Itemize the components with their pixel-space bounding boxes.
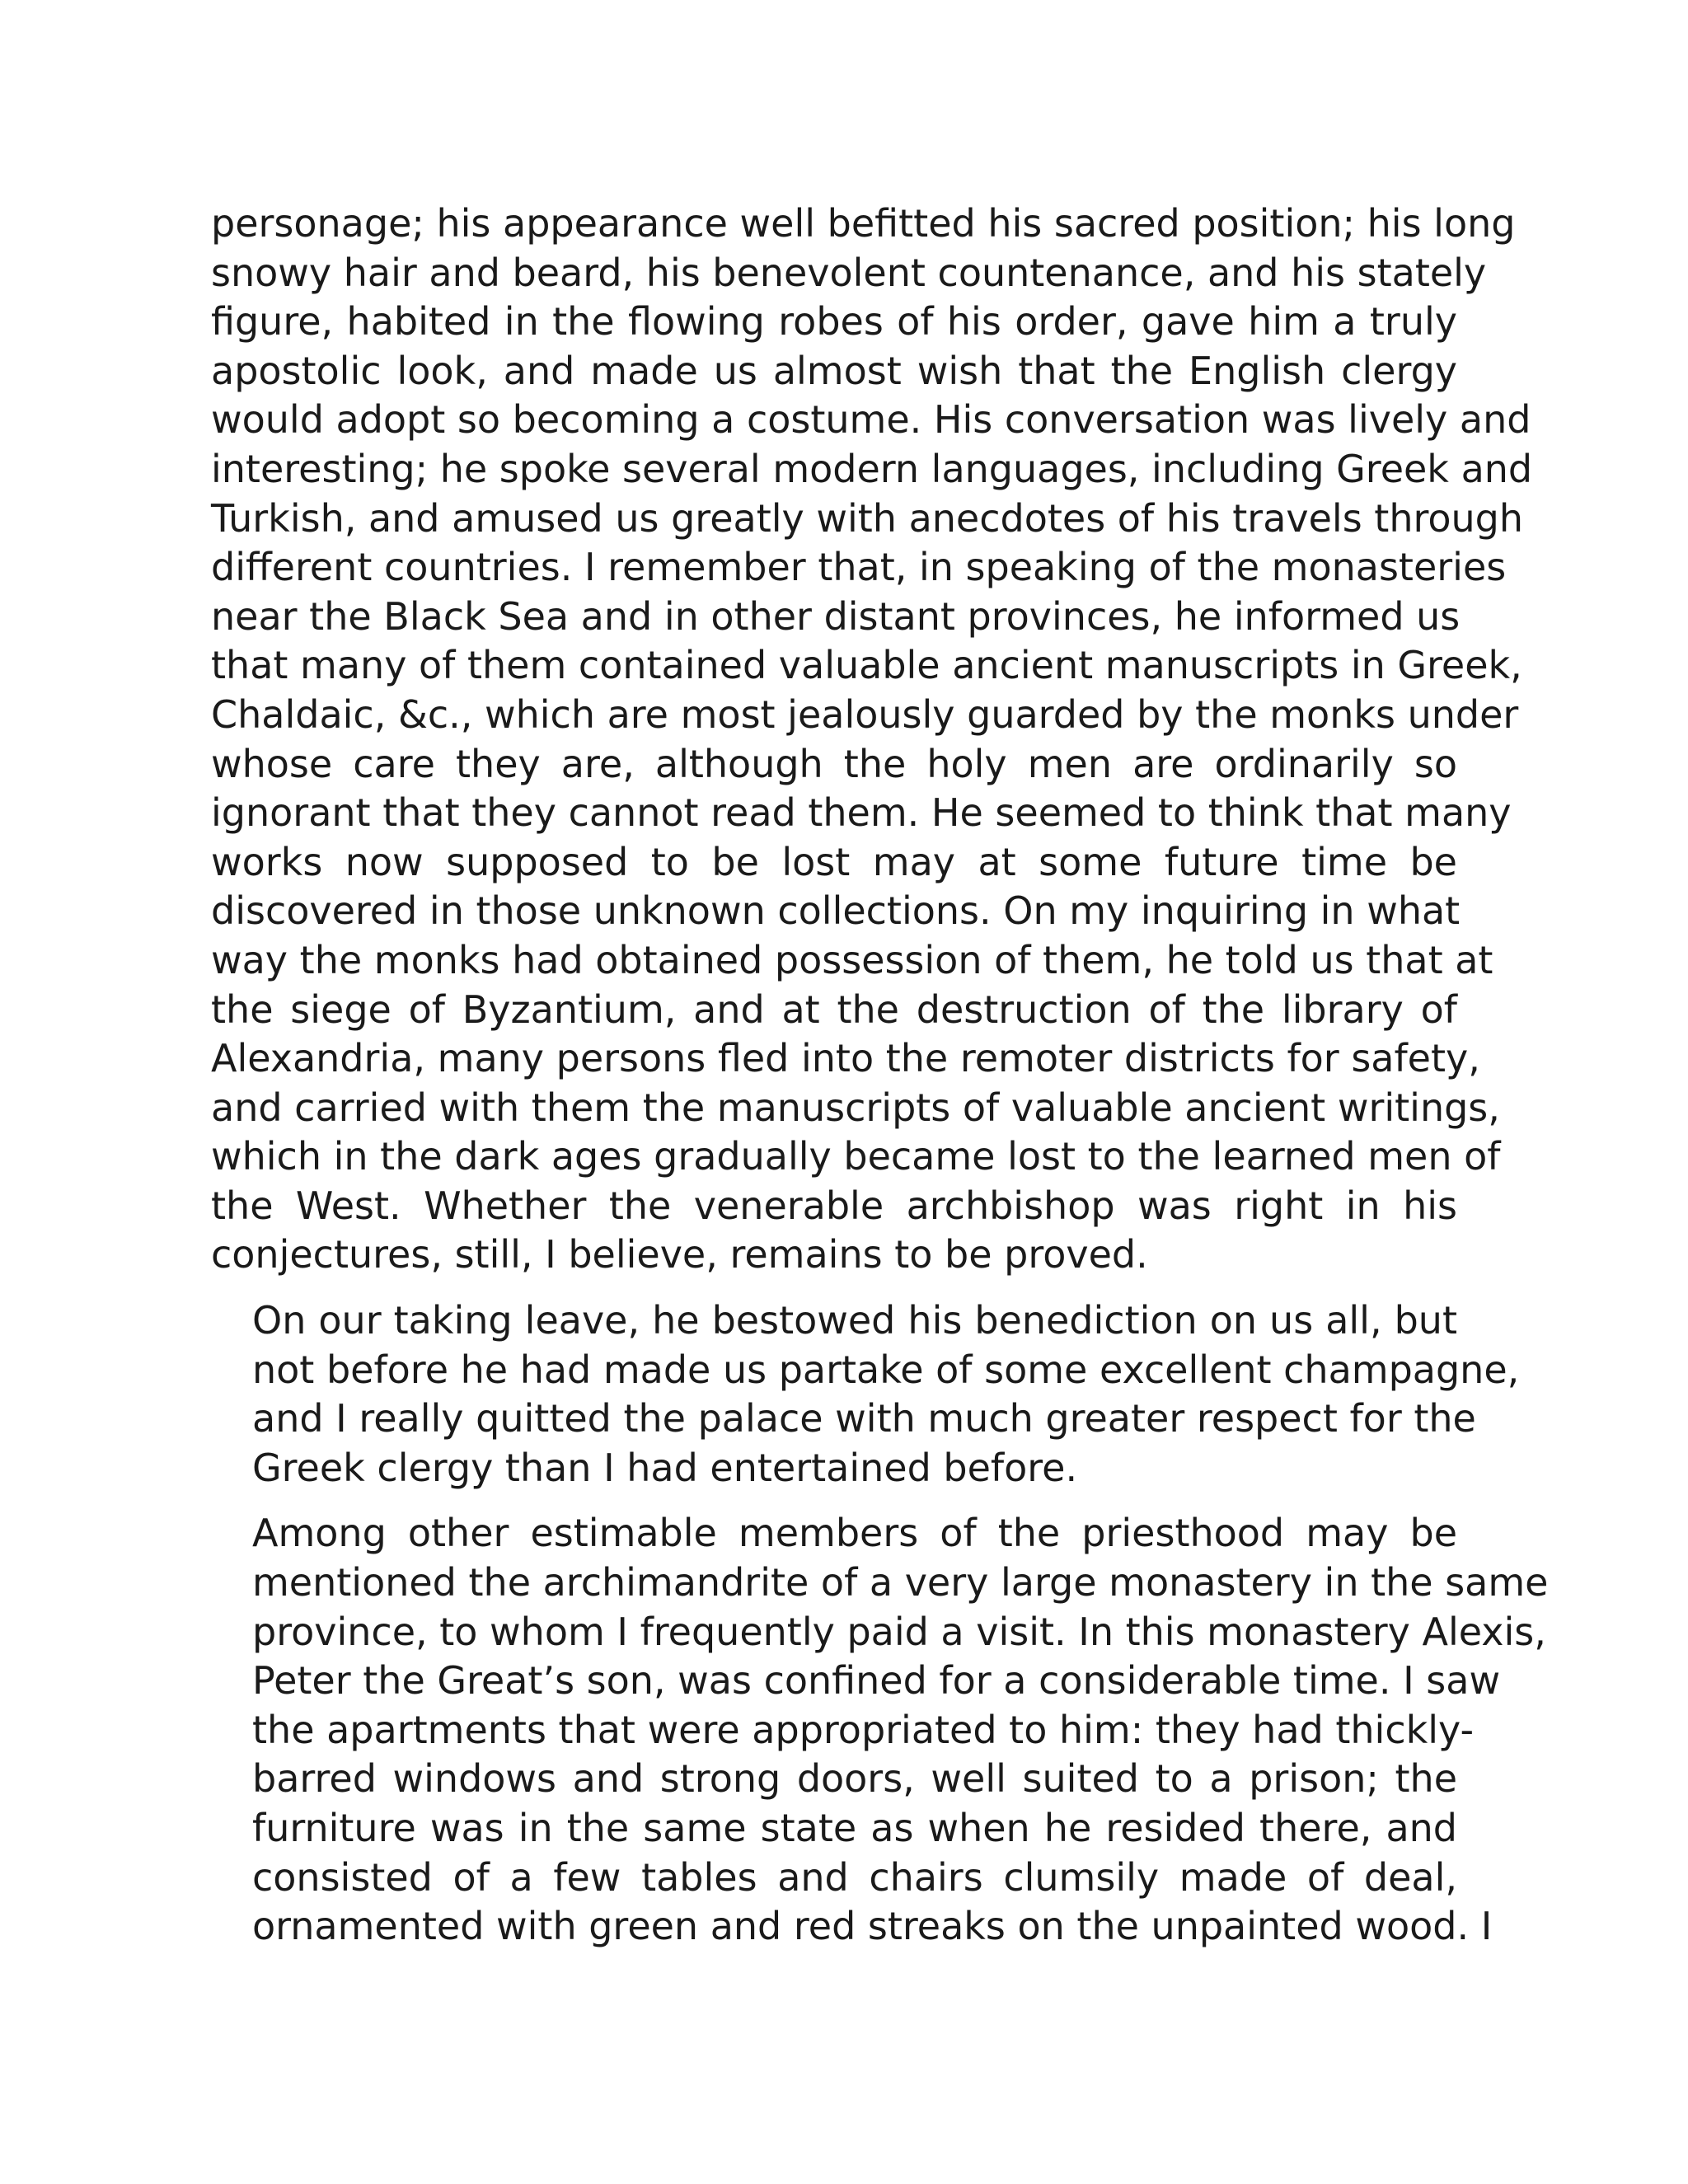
paragraph-archimandrite (211, 1509, 1549, 1951)
text-line: would adopt so becoming a costume. His conversation was lively and (211, 397, 1531, 443)
text-line: personage; his appearance well befitted his sacred position; his long (211, 201, 1516, 246)
text-line: Chaldaic, &c., which are most jealously guarded by the monks under (211, 691, 1519, 737)
text-line: different countries. I remember that, in speaking of the monasteries (211, 545, 1507, 590)
text-line: works now supposed to be lost may at some future time be (211, 839, 1457, 884)
text-line: Among other estimable members of the priesthood may be (252, 1511, 1457, 1556)
text-line: interesting; he spoke several modern languages, including Greek and (211, 446, 1533, 491)
text-line: Alexandria, many persons fled into the remoter districts for safety, (211, 1036, 1480, 1081)
text-line: consisted of a few tables and chairs clumsily made of deal, (252, 1854, 1457, 1900)
text-line: province, to whom I frequently paid a visit. In this monastery Alexis, (252, 1609, 1546, 1654)
text-line: mentioned the archimandrite of a very large monastery in the same (252, 1560, 1549, 1605)
text-line: furniture was in the same state as when he resided there, and (252, 1806, 1457, 1850)
text-line: the West. Whether the venerable archbishop was right in his (211, 1183, 1457, 1228)
page-body (211, 199, 1549, 1952)
text-line: discovered in those unknown collections. On my inquiring in what (211, 888, 1461, 934)
text-line: not before he had made us partake of some excellent champagne, (252, 1347, 1520, 1392)
paragraph-archbishop (211, 199, 1533, 1280)
text-line: snowy hair and beard, his benevolent countenance, and his stately (211, 250, 1487, 295)
text-line: which in the dark ages gradually became lost to the learned men of (211, 1134, 1501, 1179)
text-line: the siege of Byzantium, and at the destruction of the library of (211, 987, 1457, 1032)
text-line: whose care they are, although the holy men are ordinarily so (211, 741, 1457, 786)
text-line: ornamented with green and red streaks on the unpainted wood. I (252, 1904, 1493, 1949)
text-line: way the monks had obtained possession of them, he told us that at (211, 937, 1493, 982)
text-line: near the Black Sea and in other distant provinces, he informed us (211, 593, 1461, 639)
text-line: the apartments that were appropriated to him: they had thickly- (252, 1707, 1475, 1752)
paragraph-taking-leave (211, 1296, 1520, 1493)
text-line: Turkish, and amused us greatly with anecdotes of his travels through (211, 495, 1524, 541)
text-line: and carried with them the manuscripts of valuable ancient writings, (211, 1085, 1500, 1130)
text-line: conjectures, still, I believe, remains to be proved. (211, 1232, 1148, 1277)
text-line: Greek clergy than I had entertained before. (252, 1445, 1078, 1490)
text-line: apostolic look, and made us almost wish that the English clergy (211, 348, 1457, 393)
text-line: Peter the Great’s son, was confined for a considerable time. I saw (252, 1658, 1501, 1704)
text-line: figure, habited in the flowing robes of his order, gave him a truly (211, 299, 1457, 344)
text-line: ignorant that they cannot read them. He seemed to think that many (211, 790, 1512, 836)
text-line: and I really quitted the palace with much greater respect for the (252, 1396, 1476, 1441)
text-line: that many of them contained valuable ancient manuscripts in Greek, (211, 643, 1522, 688)
text-line: On our taking leave, he bestowed his benediction on us all, but (252, 1298, 1457, 1343)
text-line: barred windows and strong doors, well suited to a prison; the (252, 1756, 1457, 1802)
